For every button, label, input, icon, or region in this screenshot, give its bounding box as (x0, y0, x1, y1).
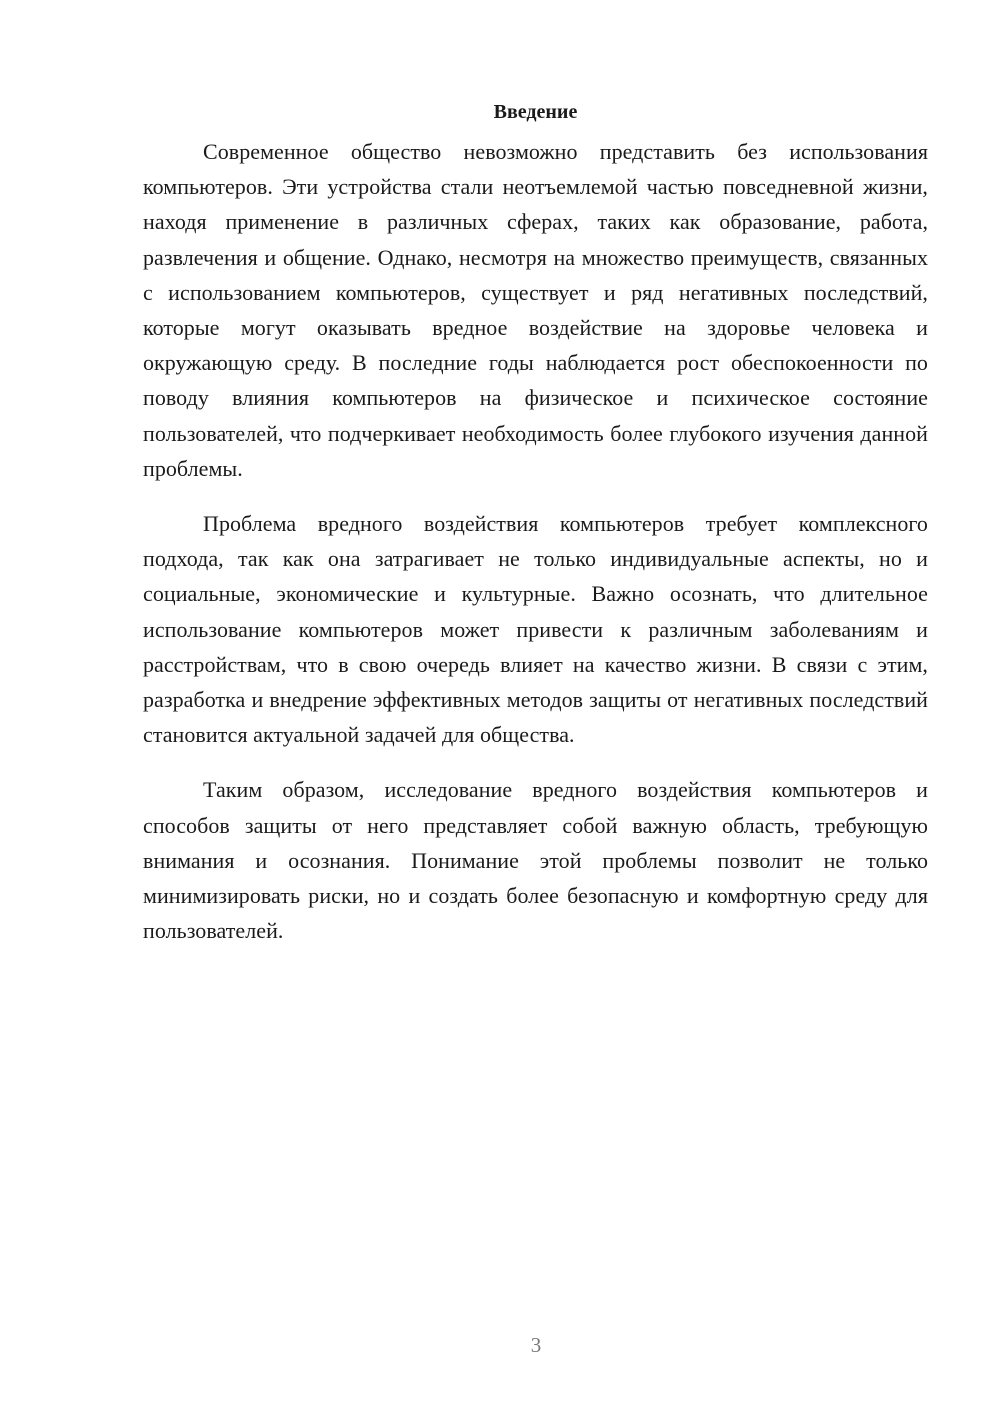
paragraph-2: Проблема вредного воздействия компьютеров требует комплексного подхода, так как она затрагивает не только индивидуальные аспекты, но и социальные, экономические и культурные. Важно осознать, что длительное использование компьютеров может привести к различным заболеваниям и расстройствам, что в свою очередь влияет на качество жизни. В связи с этим, разработка и внедрение эффективных методов защиты от негативных последствий становится актуальной задачей для общества. (143, 511, 928, 748)
page-content (143, 96, 928, 968)
section-title: Введение (493, 101, 578, 123)
paragraph-3: Таким образом, исследование вредного воздействия компьютеров и способов защиты от него представляет собой важную область, требующую внимания и осознания. Понимание этой проблемы позволит не только минимизировать риски, но и создать более безопасную и комфортную среду для пользователей. (143, 777, 928, 944)
page-number: 3 (530, 1333, 542, 1357)
paragraph-1: Современное общество невозможно представить без использования компьютеров. Эти устройства стали неотъемлемой частью повседневной жизни, находя применение в различных сферах, таких как образование, работа, развлечения и общение. Однако, несмотря на множество преимуществ, связанных с использованием компьютеров, существует и ряд негативных последствий, которые могут оказывать вредное воздействие на здоровье человека и окружающую среду. В последние годы наблюдается рост обеспокоенности по поводу влияния компьютеров на физическое и психическое состояние пользователей, что подчеркивает необходимость более глубокого изучения данной проблемы. (143, 139, 928, 481)
